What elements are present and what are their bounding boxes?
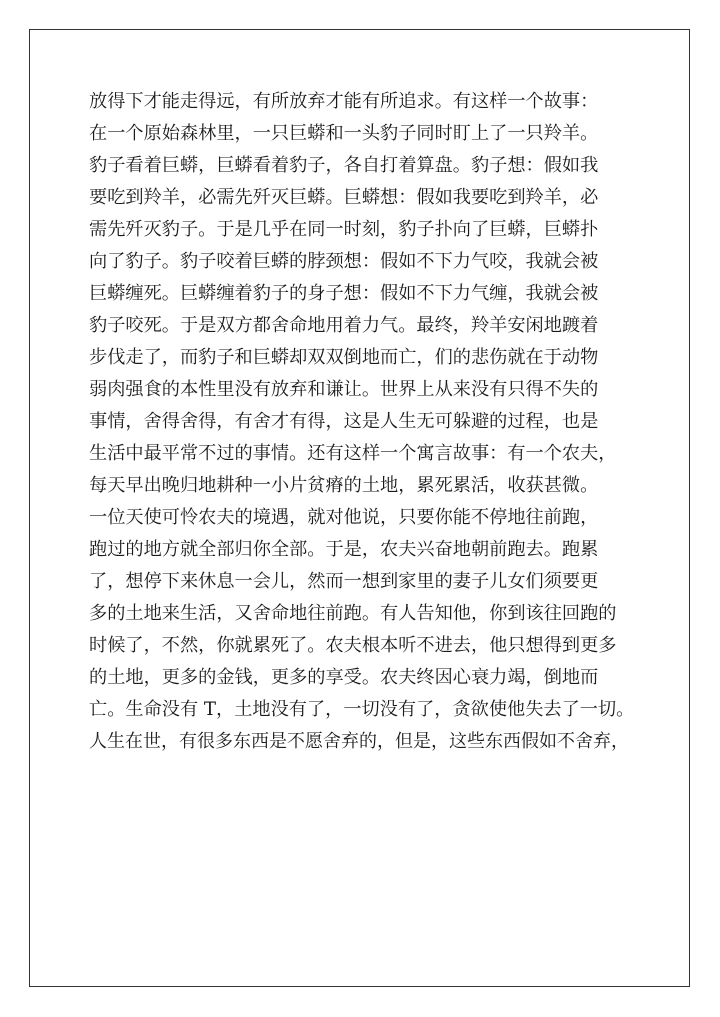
text-line: 生活中最平常不过的事情。还有这样一个寓言故事：有一个农夫， bbox=[89, 443, 617, 464]
text-line: 事情，舍得舍得，有舍才有得，这是人生无可躲避的过程，也是 bbox=[89, 411, 599, 432]
text-line: 步伐走了，而豹子和巨蟒却双双倒地而亡，们的悲伤就在于动物 bbox=[89, 347, 599, 368]
text-line: 豹子咬死。于是双方都舍命地用着力气。最终，羚羊安闲地踱着 bbox=[89, 315, 599, 336]
text-line: 豹子看着巨蟒，巨蟒看着豹子，各自打着算盘。豹子想：假如我 bbox=[89, 155, 599, 176]
text-line: 放得下才能走得远，有所放弃才能有所追求。有这样一个故事： bbox=[89, 91, 599, 112]
body-text bbox=[89, 90, 634, 762]
text-line: 多的土地来生活，又舍命地往前跑。有人告知他，你到该往回跑的 bbox=[89, 603, 617, 624]
text-line: 一位天使可怜农夫的境遇，就对他说，只要你能不停地往前跑， bbox=[89, 507, 599, 528]
text-line: 在一个原始森林里，一只巨蟒和一头豹子同时盯上了一只羚羊。 bbox=[89, 123, 599, 144]
text-line: 亡。生命没有 T，土地没有了，一切没有了，贪欲使他失去了一切。 bbox=[89, 699, 635, 720]
text-line: 的土地，更多的金钱，更多的享受。农夫终因心衰力竭，倒地而 bbox=[89, 667, 599, 688]
text-line: 要吃到羚羊，必需先歼灭巨蟒。巨蟒想：假如我要吃到羚羊，必 bbox=[89, 187, 599, 208]
text-line: 了，想停下来休息一会儿，然而一想到家里的妻子儿女们须要更 bbox=[89, 571, 599, 592]
text-line: 巨蟒缠死。巨蟒缠着豹子的身子想：假如不下力气缠，我就会被 bbox=[89, 283, 599, 304]
text-line: 需先歼灭豹子。于是几乎在同一时刻，豹子扑向了巨蟒，巨蟒扑 bbox=[89, 219, 599, 240]
text-line: 时候了，不然，你就累死了。农夫根本听不进去，他只想得到更多 bbox=[89, 635, 617, 656]
text-line: 弱肉强食的本性里没有放弃和谦让。世界上从来没有只得不失的 bbox=[89, 379, 599, 400]
text-line: 跑过的地方就全部归你全部。于是，农夫兴奋地朝前跑去。跑累 bbox=[89, 539, 599, 560]
text-line: 向了豹子。豹子咬着巨蟒的脖颈想：假如不下力气咬，我就会被 bbox=[89, 251, 599, 272]
text-line: 每天早出晚归地耕种一小片贫瘠的土地，累死累活，收获甚微。 bbox=[89, 475, 599, 496]
text-line: 人生在世，有很多东西是不愿舍弃的，但是，这些东西假如不舍弃， bbox=[89, 731, 629, 752]
